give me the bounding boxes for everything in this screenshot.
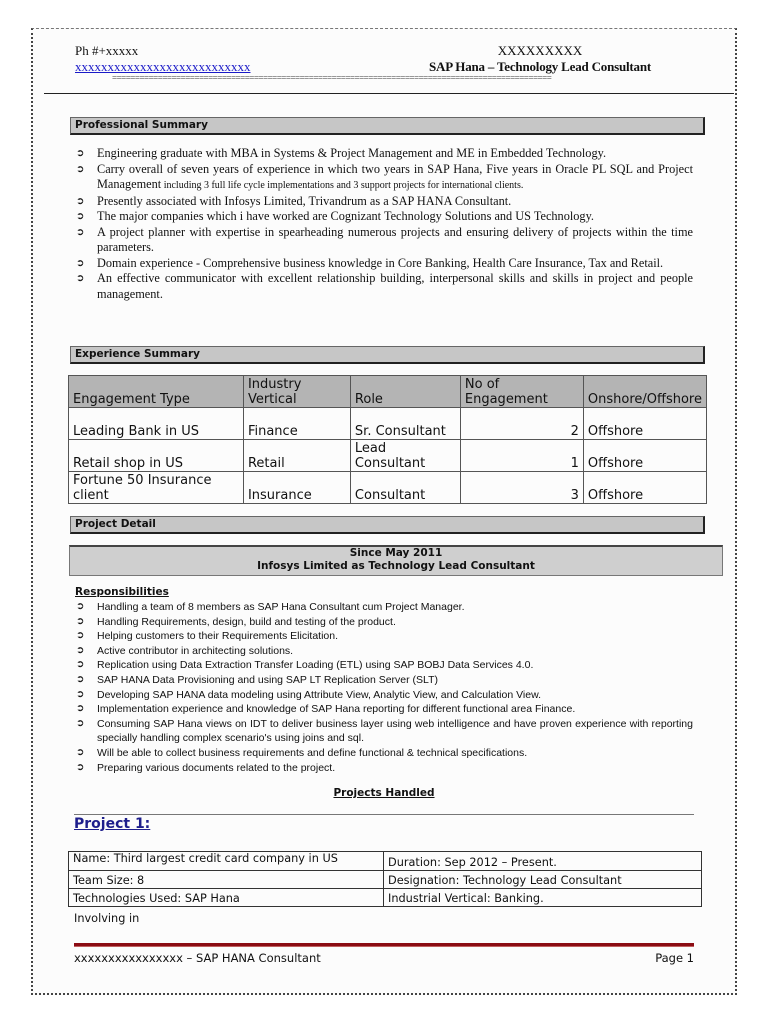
contact-block — [75, 43, 251, 75]
list-item: ➲ Will be able to collect business requirements and define functional & technical specifications. — [76, 746, 528, 759]
arrow-bullet-icon: ➲ — [76, 195, 85, 207]
company-banner — [69, 545, 723, 576]
arrow-bullet-icon: ➲ — [76, 226, 85, 238]
team-size: Team Size: 8 — [69, 871, 384, 889]
column-header: Role — [350, 376, 460, 408]
footer-left-text: xxxxxxxxxxxxxxxx – SAP HANA Consultant — [74, 951, 321, 965]
responsibilities-heading: Responsibilities — [75, 586, 169, 598]
name-block — [380, 43, 700, 75]
arrow-bullet-icon: ➲ — [76, 601, 85, 612]
email-link[interactable]: xxxxxxxxxxxxxxxxxxxxxxxxxxx — [75, 59, 251, 74]
table-row — [69, 871, 702, 889]
responsibilities-list — [75, 600, 693, 775]
list-item: ➲ Domain experience - Comprehensive business knowledge in Core Banking, Health Care Insurance, Tax and Retail. — [76, 255, 664, 270]
arrow-bullet-icon: ➲ — [76, 703, 85, 715]
list-item: ➲ Consuming SAP Hana views on IDT to deliver business layer using web intelligence and have proven experience with reporting specially handling complex scenario's using joins and sql. — [76, 717, 693, 745]
header-rule — [44, 93, 734, 94]
candidate-title: SAP Hana – Technology Lead Consultant — [429, 59, 651, 74]
project-name: Name: Third largest credit card company in US — [69, 852, 384, 871]
project-duration: Duration: Sep 2012 – Present. — [384, 852, 702, 871]
table-header-row — [69, 376, 707, 408]
arrow-bullet-icon: ➲ — [76, 761, 85, 773]
professional-summary-list — [75, 146, 693, 302]
table-row: Fortune 50 Insurance client Insurance Consultant 3 Offshore — [69, 472, 707, 504]
list-item: ➲ Replication using Data Extraction Transfer Loading (ETL) using SAP BOBJ Data Services 4.0. — [76, 659, 534, 672]
arrow-bullet-icon: ➲ — [76, 211, 85, 222]
candidate-name: XXXXXXXXX — [497, 43, 583, 58]
arrow-bullet-icon: ➲ — [76, 273, 85, 284]
column-header: Industry Vertical — [243, 376, 350, 408]
projects-handled-heading: Projects Handled — [333, 787, 435, 799]
footer-rule — [74, 943, 694, 947]
project-rule — [74, 814, 694, 815]
list-item: ➲ Implementation experience and knowledge of SAP Hana reporting for different functional area Finance. — [76, 703, 576, 716]
experience-table — [68, 375, 707, 504]
list-item: ➲ The major companies which i have worked are Cognizant Technology Solutions and US Technology. — [76, 209, 594, 223]
arrow-bullet-icon: ➲ — [76, 615, 85, 627]
section-header-experience-summary: Experience Summary — [70, 346, 705, 364]
column-header: Engagement Type — [69, 376, 244, 408]
arrow-bullet-icon: ➲ — [76, 688, 85, 700]
technologies-used: Technologies Used: SAP Hana — [69, 889, 384, 907]
arrow-bullet-icon: ➲ — [76, 673, 85, 685]
list-item: ➲ Handling Requirements, design, build and testing of the product. — [76, 615, 396, 628]
list-item: ➲ An effective communicator with excellent relationship building, interpersonal skills and skills in project and people management. — [76, 271, 693, 301]
column-header: No of Engagement — [460, 376, 583, 408]
list-item: ➲ Helping customers to their Requirements Elicitation. — [76, 630, 339, 643]
project-1-heading: Project 1: — [74, 816, 151, 832]
list-item: ➲ Preparing various documents related to the project. — [76, 761, 336, 774]
list-item: ➲ SAP HANA Data Provisioning and using SAP LT Replication Server (SLT) — [76, 673, 439, 686]
arrow-bullet-icon: ➲ — [76, 163, 85, 175]
list-item: ➲ Carry overall of seven years of experience in which two years in SAP Hana, Five years in Oracle PL SQL and Project Management including 3 full life cycle implementations and 3 support projects for international clients. — [76, 161, 693, 191]
arrow-bullet-icon: ➲ — [76, 717, 85, 729]
list-item: ➲ A project planner with expertise in spearheading numerous projects and ensuring delivery of projects within the time parameters. — [76, 224, 693, 254]
phone-number: Ph #+xxxxx — [75, 43, 139, 58]
table-row — [69, 889, 702, 907]
page-number: Page 1 — [655, 951, 694, 965]
section-header-project-detail: Project Detail — [70, 516, 705, 534]
section-header-professional-summary: Professional Summary — [70, 117, 705, 135]
table-row: Retail shop in US Retail Lead Consultant 1 Offshore — [69, 440, 707, 472]
involving-text: Involving in — [74, 912, 140, 925]
list-item: ➲ Developing SAP HANA data modeling using Attribute View, Analytic View, and Calculation View. — [76, 688, 541, 701]
header-separator: ================================================================================================ — [112, 73, 552, 83]
arrow-bullet-icon: ➲ — [76, 746, 85, 758]
arrow-bullet-icon: ➲ — [76, 630, 85, 642]
list-item: ➲ Presently associated with Infosys Limited, Trivandrum as a SAP HANA Consultant. — [76, 193, 512, 208]
arrow-bullet-icon: ➲ — [76, 257, 85, 269]
list-item: ➲ Handling a team of 8 members as SAP Hana Consultant cum Project Manager. — [76, 601, 465, 613]
arrow-bullet-icon: ➲ — [76, 644, 85, 656]
arrow-bullet-icon: ➲ — [76, 148, 85, 159]
industrial-vertical: Industrial Vertical: Banking. — [384, 889, 702, 907]
list-item: ➲ Active contributor in architecting solutions. — [76, 644, 294, 657]
company-role: Infosys Limited as Technology Lead Consultant — [257, 560, 535, 572]
company-since: Since May 2011 — [349, 547, 443, 559]
designation: Designation: Technology Lead Consultant — [384, 871, 702, 889]
column-header: Onshore/Offshore — [583, 376, 706, 408]
table-row — [69, 852, 702, 871]
arrow-bullet-icon: ➲ — [76, 659, 85, 671]
table-row: Leading Bank in US Finance Sr. Consultant 2 Offshore — [69, 408, 707, 440]
project-1-table — [68, 851, 702, 907]
list-item: ➲ Engineering graduate with MBA in Systems & Project Management and ME in Embedded Technology. — [76, 146, 607, 160]
